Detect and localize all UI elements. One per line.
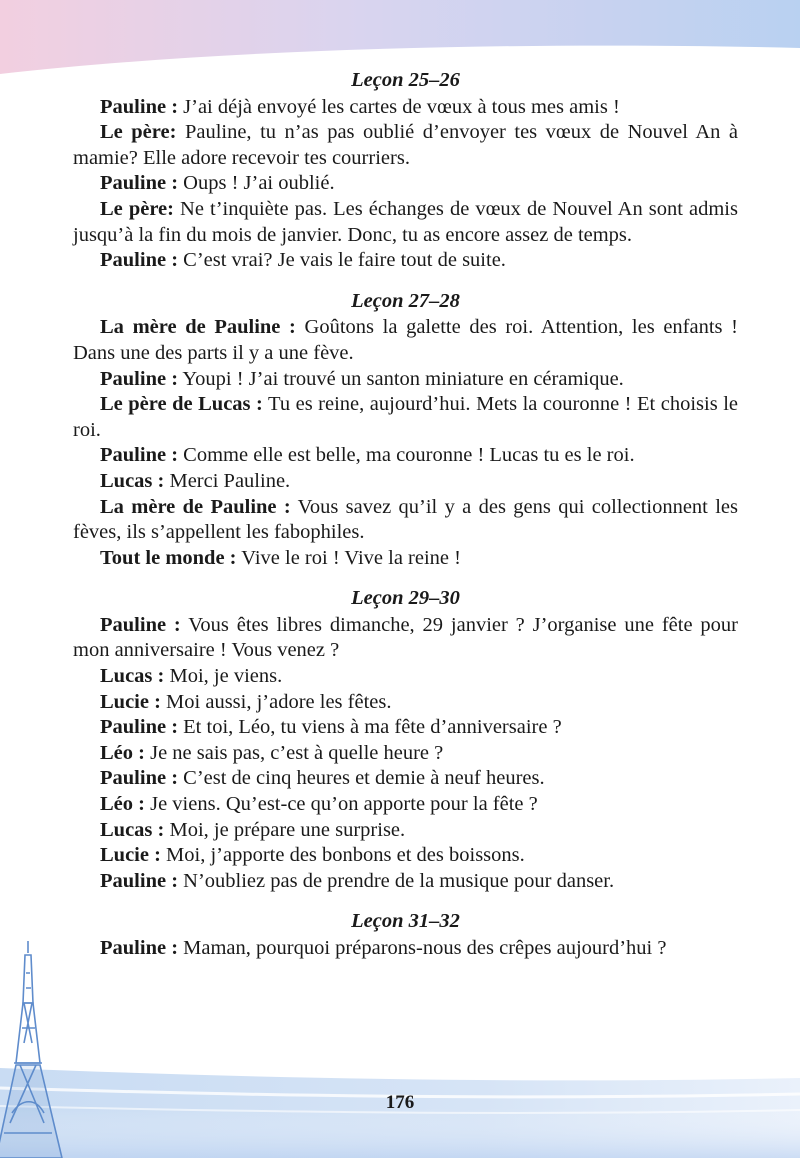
dialogue-line: [73, 248, 738, 274]
section-title: Leçon 25–26: [351, 69, 460, 91]
line-text: Goûtons la galette des roi. Attention, les enfants ! Dans une des parts il y a une fève.: [73, 316, 739, 364]
speaker: La mère de Pauline :: [100, 495, 291, 518]
dialogue-line: [73, 546, 738, 572]
dialogue-line: [73, 690, 738, 716]
speaker: Pauline :: [100, 95, 179, 118]
line-text: Et toi, Léo, tu viens à ma fête d’anniversaire ?: [178, 716, 562, 739]
dialogue-content: [73, 68, 738, 962]
dialogue-line: [73, 120, 738, 171]
dialogue-line: [73, 741, 738, 767]
line-text: Moi aussi, j’adore les fêtes.: [160, 690, 392, 713]
dialogue-line: [73, 664, 738, 690]
speaker: Lucas :: [100, 818, 165, 841]
speaker: Le père de Lucas :: [100, 393, 263, 416]
line-text: Pauline, tu n’as pas oublié d’envoyer tes vœux de Nouvel An à mamie? Elle adore recevoir tes courriers.: [73, 121, 738, 169]
dialogue-line: [73, 766, 738, 792]
dialogue-line: [73, 197, 738, 248]
line-text: Maman, pourquoi préparons-nous des crêpes aujourd’hui ?: [178, 937, 667, 959]
line-text: Vous êtes libres dimanche, 29 janvier ? J’organise une fête pour mon anniversaire ! Vous venez ?: [73, 613, 738, 662]
speaker: Pauline :: [100, 249, 179, 272]
line-text: J’ai déjà envoyé les cartes de vœux à tous mes amis !: [178, 95, 620, 118]
speaker: Pauline :: [100, 869, 179, 892]
section-title: Leçon 29–30: [351, 587, 460, 610]
speaker: Lucie :: [100, 844, 161, 867]
eiffel-tower-icon: [0, 933, 110, 1158]
line-text: Je viens. Qu’est-ce qu’on apporte pour la fête ?: [144, 793, 538, 816]
dialogue-line: [73, 171, 738, 197]
speaker: Pauline :: [100, 172, 179, 195]
dialogue-line: [73, 495, 738, 546]
line-text: Tu es reine, aujourd’hui. Mets la couronne ! Et choisis le roi.: [73, 393, 739, 441]
speaker: Pauline :: [100, 937, 179, 959]
speaker: Pauline :: [100, 613, 181, 636]
line-text: Comme elle est belle, ma couronne ! Lucas tu es le roi.: [178, 444, 635, 467]
line-text: Vive le roi ! Vive la reine !: [236, 546, 461, 569]
speaker: Pauline :: [100, 767, 179, 790]
dialogue-line: [73, 392, 738, 443]
line-text: C’est vrai? Je vais le faire tout de suite.: [178, 249, 506, 272]
line-text: Moi, je prépare une surprise.: [164, 818, 406, 841]
section-title: Leçon 31–32: [351, 910, 460, 933]
speaker: Lucas :: [100, 469, 165, 492]
speaker: Léo :: [100, 793, 145, 816]
speaker: Le père:: [100, 197, 174, 220]
dialogue-line: [73, 315, 738, 366]
speaker: La mère de Pauline :: [100, 316, 296, 339]
dialogue-line: [73, 936, 738, 962]
speaker: Lucas :: [100, 665, 165, 688]
dialogue-line: [73, 818, 738, 844]
dialogue-line: [73, 613, 738, 664]
speaker: Le père:: [100, 121, 177, 144]
line-text: Je ne sais pas, c’est à quelle heure ?: [144, 741, 444, 764]
line-text: Oups ! J’ai oublié.: [178, 172, 335, 195]
dialogue-line: [73, 469, 738, 495]
line-text: N’oubliez pas de prendre de la musique pour danser.: [178, 869, 615, 892]
dialogue-line: [73, 443, 738, 469]
line-text: Moi, je viens.: [164, 665, 283, 688]
line-text: Ne t’inquiète pas. Les échanges de vœux de Nouvel An sont admis jusqu’à la fin du mois de janvier. Donc, tu as encore assez de temps.: [73, 197, 738, 246]
dialogue-line: [73, 843, 738, 869]
speaker: Pauline :: [100, 367, 179, 390]
speaker: Lucie :: [100, 690, 161, 713]
line-text: Vous savez qu’il y a des gens qui collectionnent les fèves, ils s’appellent les fabophiles.: [73, 495, 738, 544]
speaker: Léo :: [100, 741, 145, 764]
dialogue-line: [73, 715, 738, 741]
speaker: Tout le monde :: [100, 546, 237, 569]
dialogue-line: [73, 367, 738, 393]
line-text: Merci Pauline.: [164, 469, 291, 492]
dialogue-line: [73, 792, 738, 818]
line-text: Youpi ! J’ai trouvé un santon miniature en céramique.: [178, 367, 624, 390]
line-text: Moi, j’apporte des bonbons et des boissons.: [160, 844, 525, 867]
dialogue-line: [73, 95, 738, 121]
section-title: Leçon 27–28: [351, 289, 460, 312]
speaker: Pauline :: [100, 716, 179, 739]
dialogue-line: [73, 869, 738, 895]
speaker: Pauline :: [100, 444, 179, 467]
line-text: C’est de cinq heures et demie à neuf heures.: [178, 767, 545, 790]
page-number: 176: [385, 1092, 415, 1113]
